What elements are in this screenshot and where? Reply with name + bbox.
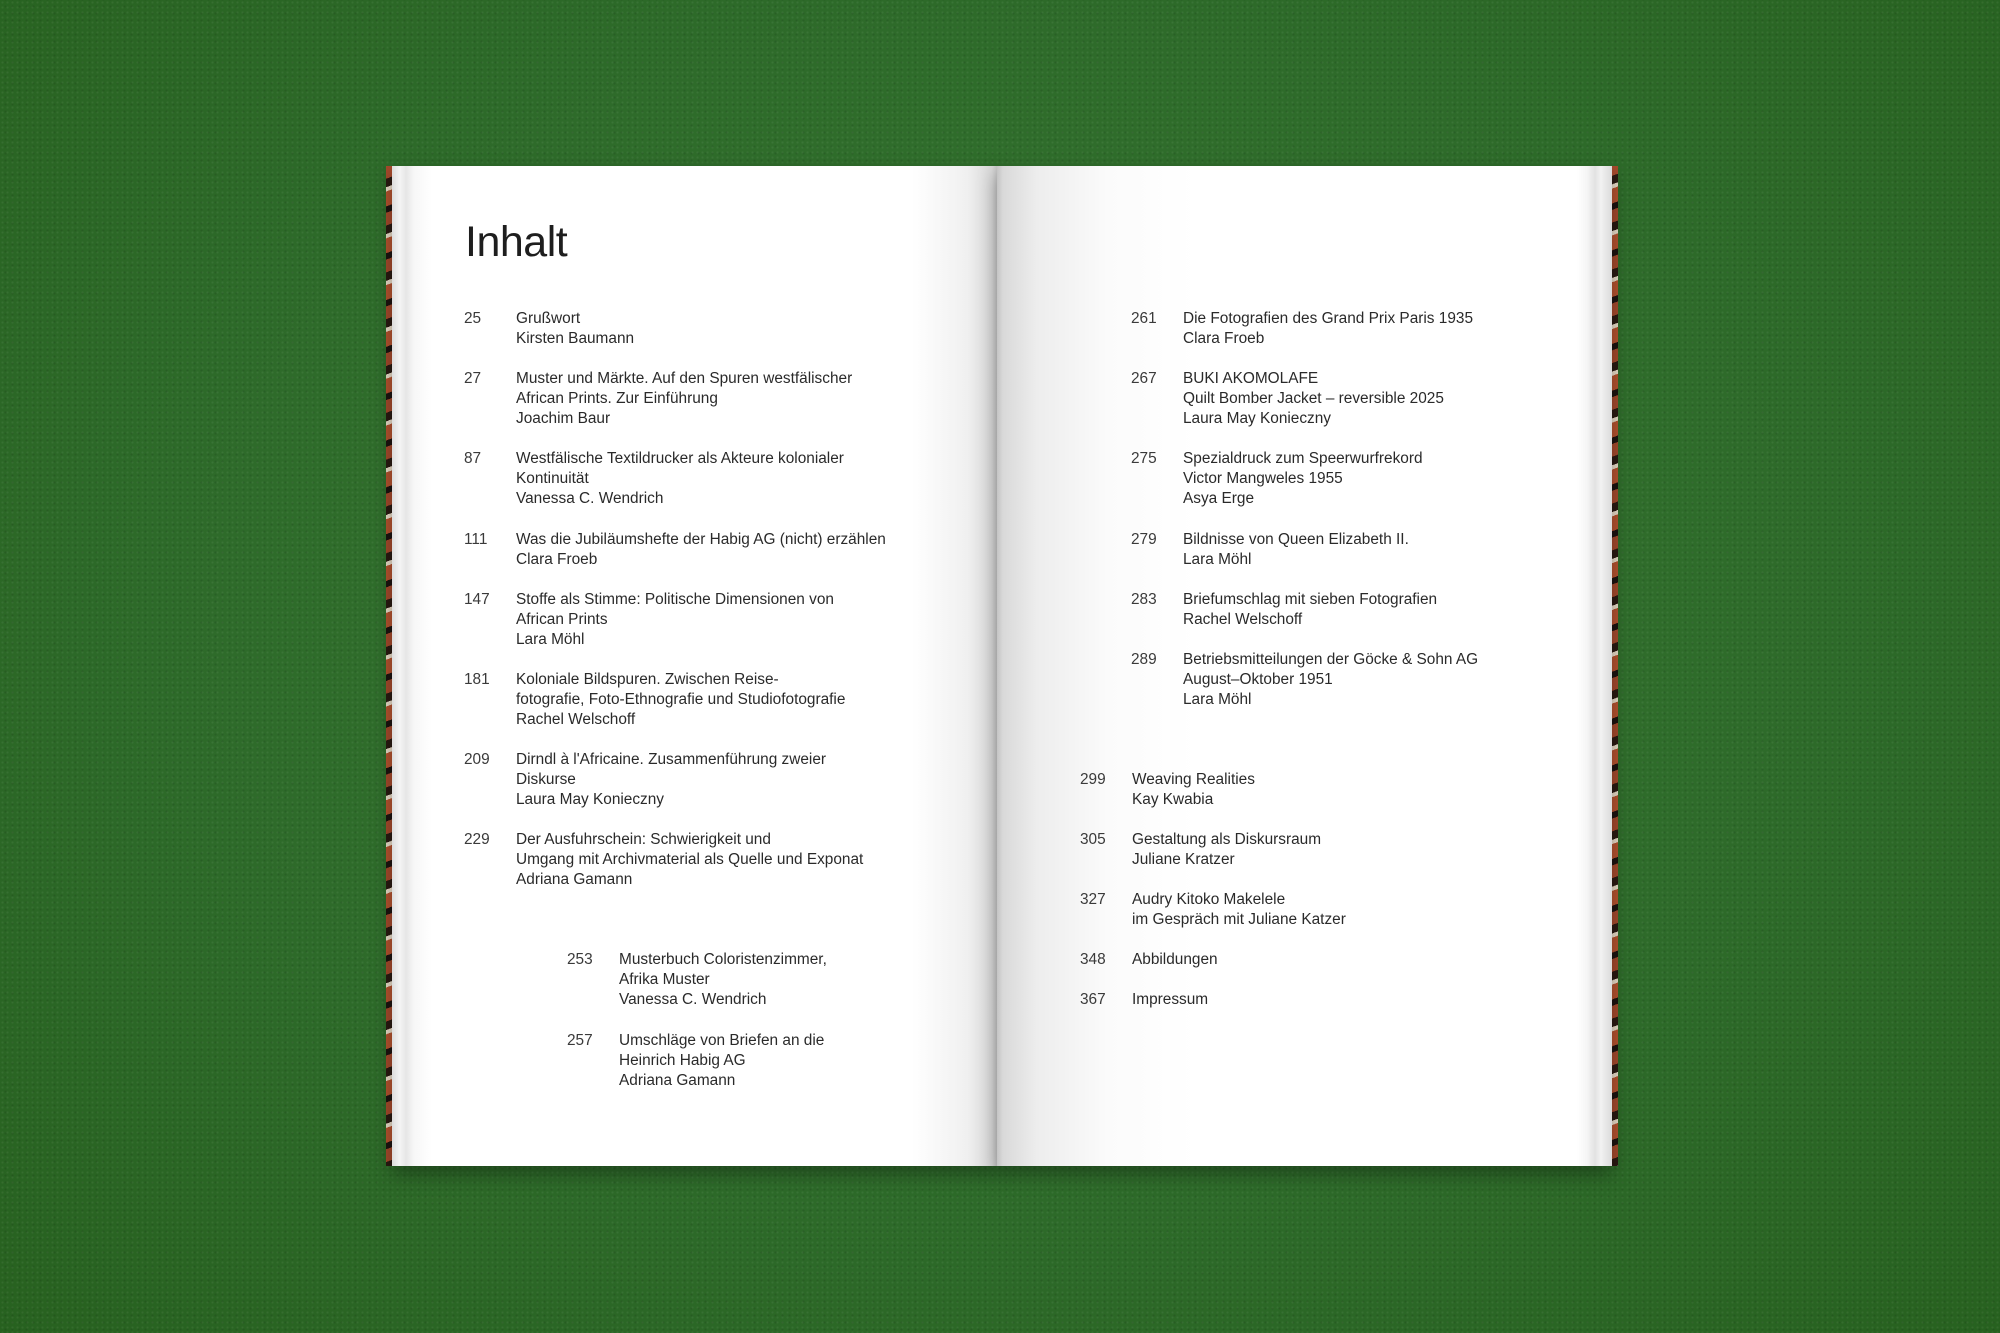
toc-entry-title-line: Muster und Märkte. Auf den Spuren westfälischer <box>516 370 853 387</box>
toc-entry-text <box>1183 309 1473 349</box>
toc-entry-title-line: Briefumschlag mit sieben Fotografien <box>1183 591 1438 608</box>
toc-entry-text <box>516 590 834 650</box>
toc-entry-title-line: Dirndl à l'Africaine. Zusammenführung zweier <box>516 751 827 768</box>
toc-entry-author: Rachel Welschoff <box>516 711 636 728</box>
toc-entry-title-line: Umschläge von Briefen an die <box>619 1032 825 1049</box>
toc-page-number: 253 <box>567 951 593 968</box>
toc-entry-text <box>1183 590 1437 630</box>
toc-page-number: 257 <box>567 1032 593 1049</box>
toc-page-number: 275 <box>1131 450 1157 467</box>
toc-entry-title-line: fotografie, Foto-Ethnografie und Studiofotografie <box>516 691 846 708</box>
toc-entry-title-line: Umgang mit Archivmaterial als Quelle und Exponat <box>516 851 864 868</box>
toc-entry-title-line: August–Oktober 1951 <box>1183 671 1333 688</box>
toc-entry-title-line: Gestaltung als Diskursraum <box>1132 831 1322 848</box>
toc-entry-text <box>516 449 844 509</box>
toc-entry-text <box>516 670 845 730</box>
toc-page-number: 261 <box>1131 310 1157 327</box>
toc-entry-text <box>1183 449 1423 509</box>
toc-entry-text <box>1132 950 1218 970</box>
toc-entry-title-line: Die Fotografien des Grand Prix Paris 1935 <box>1183 310 1474 327</box>
toc-entry-author: Clara Froeb <box>1183 330 1265 347</box>
toc-page-number: 279 <box>1131 531 1157 548</box>
toc-page-number: 229 <box>464 831 490 848</box>
toc-entry-author: Kay Kwabia <box>1132 791 1214 808</box>
toc-entry-text <box>1132 830 1321 870</box>
toc-entry-title-line: Kontinuität <box>516 470 589 487</box>
toc-page-number: 305 <box>1080 831 1106 848</box>
toc-entry-title-line: BUKI AKOMOLAFE <box>1183 370 1319 387</box>
toc-entry-author: im Gespräch mit Juliane Katzer <box>1132 911 1346 928</box>
toc-entry-text <box>1183 369 1444 429</box>
toc-page-number: 87 <box>464 450 482 467</box>
toc-entry-author: Clara Froeb <box>516 551 598 568</box>
toc-entry-title-line: Victor Mangweles 1955 <box>1183 470 1343 487</box>
toc-entry-title-line: Westfälische Textildrucker als Akteure kolonialer <box>516 450 844 467</box>
toc-entry-title-line: Betriebsmitteilungen der Göcke & Sohn AG <box>1183 651 1479 668</box>
toc-entry-author: Vanessa C. Wendrich <box>516 490 664 507</box>
toc-entry-text <box>619 1031 824 1091</box>
toc-entry-title-line: Afrika Muster <box>619 971 710 988</box>
toc-entry-title-line: Weaving Realities <box>1132 771 1255 788</box>
toc-page-number: 327 <box>1080 891 1106 908</box>
toc-page-number: 267 <box>1131 370 1157 387</box>
toc-page-number: 367 <box>1080 991 1106 1008</box>
toc-page-number: 147 <box>464 591 490 608</box>
toc-entry-author: Lara Möhl <box>516 631 585 648</box>
toc-entry-text <box>516 830 863 890</box>
toc-entry-title-line: Musterbuch Coloristenzimmer, <box>619 951 827 968</box>
toc-entry-title-line: Heinrich Habig AG <box>619 1052 746 1069</box>
toc-page-number: 209 <box>464 751 490 768</box>
toc-entry-author: Adriana Gamann <box>516 871 633 888</box>
toc-entry-text <box>516 750 826 810</box>
toc-entry-author: Lara Möhl <box>1183 691 1252 708</box>
toc-entry-author: Laura May Konieczny <box>1183 410 1331 427</box>
toc-entry-text <box>1183 530 1409 570</box>
toc-page-number: 348 <box>1080 951 1106 968</box>
left-page <box>392 166 997 1166</box>
toc-entry-title-line: Stoffe als Stimme: Politische Dimensionen von <box>516 591 834 608</box>
toc-entry-author: Vanessa C. Wendrich <box>619 991 767 1008</box>
toc-page-number: 283 <box>1131 591 1157 608</box>
toc-entry-text <box>1132 990 1208 1010</box>
page-title: Inhalt <box>465 218 568 266</box>
toc-entry-title-line: Impressum <box>1132 991 1209 1008</box>
toc-page-number: 181 <box>464 671 490 688</box>
toc-entry-author: Juliane Kratzer <box>1132 851 1235 868</box>
toc-page-number: 289 <box>1131 651 1157 668</box>
toc-entry-title-line: Der Ausfuhrschein: Schwierigkeit und <box>516 831 771 848</box>
toc-entry-title-line: Audry Kitoko Makelele <box>1132 891 1286 908</box>
toc-page-number: 299 <box>1080 771 1106 788</box>
toc-entry-author: Asya Erge <box>1183 490 1255 507</box>
toc-entry-title-line: Bildnisse von Queen Elizabeth II. <box>1183 531 1409 548</box>
toc-entry-text <box>516 369 852 429</box>
toc-entry-text <box>1183 650 1478 710</box>
toc-entry-title-line: Koloniale Bildspuren. Zwischen Reise- <box>516 671 779 688</box>
toc-page-number: 25 <box>464 310 482 327</box>
toc-entry-text <box>1132 890 1346 930</box>
toc-entry-text <box>516 530 886 570</box>
toc-entry-text <box>516 309 634 349</box>
toc-entry-title-line: Abbildungen <box>1132 951 1218 968</box>
toc-entry-title-line: Diskurse <box>516 771 576 788</box>
toc-entry-title-line: Grußwort <box>516 310 581 327</box>
toc-page-number: 111 <box>464 531 488 548</box>
toc-entry-title-line: African Prints <box>516 611 608 628</box>
toc-entry-author: Kirsten Baumann <box>516 330 635 347</box>
toc-entry-author: Joachim Baur <box>516 410 611 427</box>
toc-entry-title-line: Quilt Bomber Jacket – reversible 2025 <box>1183 390 1444 407</box>
toc-entry-author: Adriana Gamann <box>619 1072 736 1089</box>
toc-entry-title-line: African Prints. Zur Einführung <box>516 390 718 407</box>
toc-entry-author: Rachel Welschoff <box>1183 611 1303 628</box>
toc-page-number: 27 <box>464 370 482 387</box>
toc-entry-text <box>1132 770 1255 810</box>
toc-entry-title-line: Was die Jubiläumshefte der Habig AG (nicht) erzählen <box>516 531 886 548</box>
toc-entry-author: Laura May Konieczny <box>516 791 664 808</box>
toc-entry-text <box>619 950 827 1010</box>
toc-entry-author: Lara Möhl <box>1183 551 1252 568</box>
toc-entry-title-line: Spezialdruck zum Speerwurfrekord <box>1183 450 1423 467</box>
